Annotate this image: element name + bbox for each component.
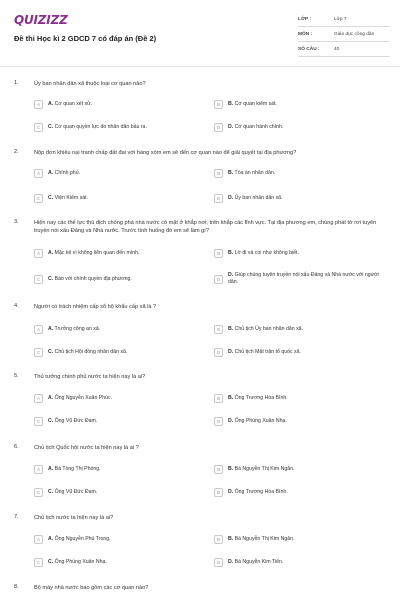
- option-b[interactable]: [214, 166, 388, 180]
- option-letter-box: B: [214, 394, 223, 403]
- option-b[interactable]: [214, 532, 388, 546]
- question-text: Ủy ban nhân dân xã thuộc loại cơ quan nào?: [34, 81, 146, 87]
- option-letter-box: D: [214, 558, 223, 567]
- document-title: Đề thi Học kì 2 GDCD 7 có đáp án (Đề 2): [14, 34, 157, 43]
- option-letter-box: B: [214, 325, 223, 334]
- option-text: B. Chủ tịch Ủy ban nhân dân xã.: [228, 325, 303, 332]
- option-letter-box: C: [34, 275, 43, 284]
- question-number: 4.: [14, 303, 19, 309]
- option-c[interactable]: [34, 120, 208, 134]
- option-text: C. Ông Vũ Đức Đam.: [48, 417, 98, 424]
- meta-label: SỐ CÂU :: [298, 46, 320, 52]
- question-number: 7.: [14, 514, 19, 520]
- option-letter-box: A: [34, 169, 43, 178]
- option-d[interactable]: [214, 269, 388, 289]
- option-letter-box: D: [214, 194, 223, 203]
- option-text: B. Ông Trương Hòa Bình.: [228, 394, 288, 401]
- option-text: A. Ông Nguyễn Phú Trọng.: [48, 535, 111, 542]
- option-text: D. Bà Nguyễn Kim Tiến.: [228, 558, 284, 565]
- option-text: D. Ông Trương Hòa Bình.: [228, 488, 288, 495]
- option-d[interactable]: [214, 414, 388, 428]
- option-letter-box: A: [34, 325, 43, 334]
- header-divider: [0, 66, 400, 67]
- option-letter-box: A: [34, 249, 43, 258]
- option-letter-box: B: [214, 169, 223, 178]
- question-number: 6.: [14, 444, 19, 450]
- question-number: 5.: [14, 373, 19, 379]
- meta-row-subject: [298, 27, 390, 42]
- option-b[interactable]: [214, 97, 388, 111]
- option-text: B. Bà Nguyễn Thị Kim Ngân.: [228, 465, 295, 472]
- option-a[interactable]: [34, 391, 208, 405]
- meta-row-class: [298, 12, 390, 27]
- page-header: [0, 0, 400, 66]
- option-text: C. Cơ quan quyền lực do nhân dân bầu ra.: [48, 123, 147, 130]
- option-letter-box: C: [34, 194, 43, 203]
- option-letter-box: B: [214, 249, 223, 258]
- option-letter-box: C: [34, 123, 43, 132]
- option-text: A. Trưởng công an xã.: [48, 325, 101, 332]
- option-c[interactable]: [34, 414, 208, 428]
- option-text: C. Ông Phùng Xuân Nhạ.: [48, 558, 107, 565]
- option-d[interactable]: [214, 191, 388, 205]
- option-text: B. Cơ quan kiểm sát.: [228, 100, 277, 107]
- option-text: D. Chủ tịch Mặt trận tổ quốc xã.: [228, 348, 301, 355]
- option-letter-box: B: [214, 535, 223, 544]
- option-text: B. Bà Nguyễn Thị Kim Ngân.: [228, 535, 295, 542]
- option-b[interactable]: [214, 462, 388, 476]
- option-c[interactable]: [34, 191, 208, 205]
- option-d[interactable]: [214, 485, 388, 499]
- option-text: D. Ông Phùng Xuân Nhạ.: [228, 417, 287, 424]
- option-letter-box: D: [214, 123, 223, 132]
- meta-value: Lớp 7: [334, 16, 347, 22]
- question-text: Bộ máy nhà nước bao gồm các cơ quan nào?: [34, 585, 149, 591]
- option-letter-box: D: [214, 417, 223, 426]
- option-letter-box: B: [214, 100, 223, 109]
- option-text: B. Lờ đi và coi như không biết.: [228, 249, 299, 256]
- option-letter-box: A: [34, 394, 43, 403]
- quizizz-logo[interactable]: QUIZIZZ: [14, 13, 68, 27]
- question-number: 1.: [14, 80, 19, 86]
- option-c[interactable]: [34, 485, 208, 499]
- option-letter-box: D: [214, 488, 223, 497]
- question-text: Hiện nay các thế lực thù địch chống phá nhà nước có mặt ở khắp nơi, trên khắp các lĩnh vực. Tại địa phương em, chúng phát tờ rơi tuyên truyền nói xấu Đảng và Nhà nước. Trước tình huống đó em sẽ làm gì?: [34, 220, 377, 234]
- option-d[interactable]: [214, 345, 388, 359]
- option-letter-box: C: [34, 417, 43, 426]
- meta-row-count: [298, 42, 390, 57]
- option-c[interactable]: [34, 555, 208, 569]
- option-letter-box: A: [34, 100, 43, 109]
- meta-value: 40: [334, 46, 340, 52]
- meta-table: [298, 12, 390, 57]
- question-number: 3.: [14, 219, 19, 225]
- option-letter-box: A: [34, 535, 43, 544]
- question-number: 8.: [14, 584, 19, 590]
- question-text: Chủ tịch nước ta hiện nay là ai?: [34, 515, 114, 521]
- option-b[interactable]: [214, 391, 388, 405]
- option-c[interactable]: [34, 345, 208, 359]
- option-text: A. Ông Nguyễn Xuân Phúc.: [48, 394, 113, 401]
- option-a[interactable]: [34, 97, 208, 111]
- option-letter-box: C: [34, 488, 43, 497]
- option-text: A. Chính phủ.: [48, 169, 81, 176]
- question-number: 2.: [14, 149, 19, 155]
- option-b[interactable]: [214, 322, 388, 336]
- option-letter-box: D: [214, 348, 223, 357]
- meta-label: LỚP :: [298, 16, 312, 22]
- option-text: C. Báo với chính quyền địa phương.: [48, 275, 132, 282]
- option-text: C. Ông Vũ Đức Đam.: [48, 488, 98, 495]
- option-text: D. Cơ quan hành chính.: [228, 123, 284, 130]
- option-d[interactable]: [214, 120, 388, 134]
- option-text: C. Chủ tịch Hội đồng nhân dân xã.: [48, 348, 128, 355]
- option-letter-box: D: [214, 275, 223, 284]
- question-text: Nộp đơn khiếu nại tranh chấp đất đai với hàng xóm em sẽ đến cơ quan nào để giải quyết tại địa phương?: [34, 150, 297, 156]
- option-a[interactable]: [34, 532, 208, 546]
- option-c[interactable]: [34, 269, 208, 289]
- meta-label: MÔN :: [298, 31, 313, 37]
- option-text: A. Mặc kệ vì không liên quan đến mình.: [48, 249, 140, 256]
- meta-value: Giáo dục công dân: [334, 31, 375, 37]
- option-text: A. Bà Tòng Thị Phóng.: [48, 465, 101, 472]
- option-text: D. Ủy ban nhân dân xã.: [228, 194, 283, 201]
- option-a[interactable]: [34, 166, 208, 180]
- option-letter-box: C: [34, 348, 43, 357]
- option-text: C. Viện Kiểm sát.: [48, 194, 88, 201]
- question-text: Người có trách nhiệm cấp sổ hộ khẩu cấp xã là ?: [34, 304, 157, 310]
- option-a[interactable]: [34, 246, 208, 260]
- option-letter-box: B: [214, 465, 223, 474]
- question-text: Chủ tịch Quốc hội nước ta hiện nay là ai ?: [34, 445, 139, 451]
- option-text: D. Giúp chúng tuyên truyền nói xấu Đảng và Nhà nước với người dân.: [228, 272, 379, 285]
- option-b[interactable]: [214, 246, 388, 260]
- question-text: Thủ tướng chính phủ nước ta hiện nay là ai?: [34, 374, 146, 380]
- option-letter-box: A: [34, 465, 43, 474]
- option-a[interactable]: [34, 322, 208, 336]
- option-text: B. Tòa án nhân dân.: [228, 169, 276, 176]
- option-a[interactable]: [34, 462, 208, 476]
- option-d[interactable]: [214, 555, 388, 569]
- option-letter-box: C: [34, 558, 43, 567]
- option-text: A. Cơ quan xét xử.: [48, 100, 93, 107]
